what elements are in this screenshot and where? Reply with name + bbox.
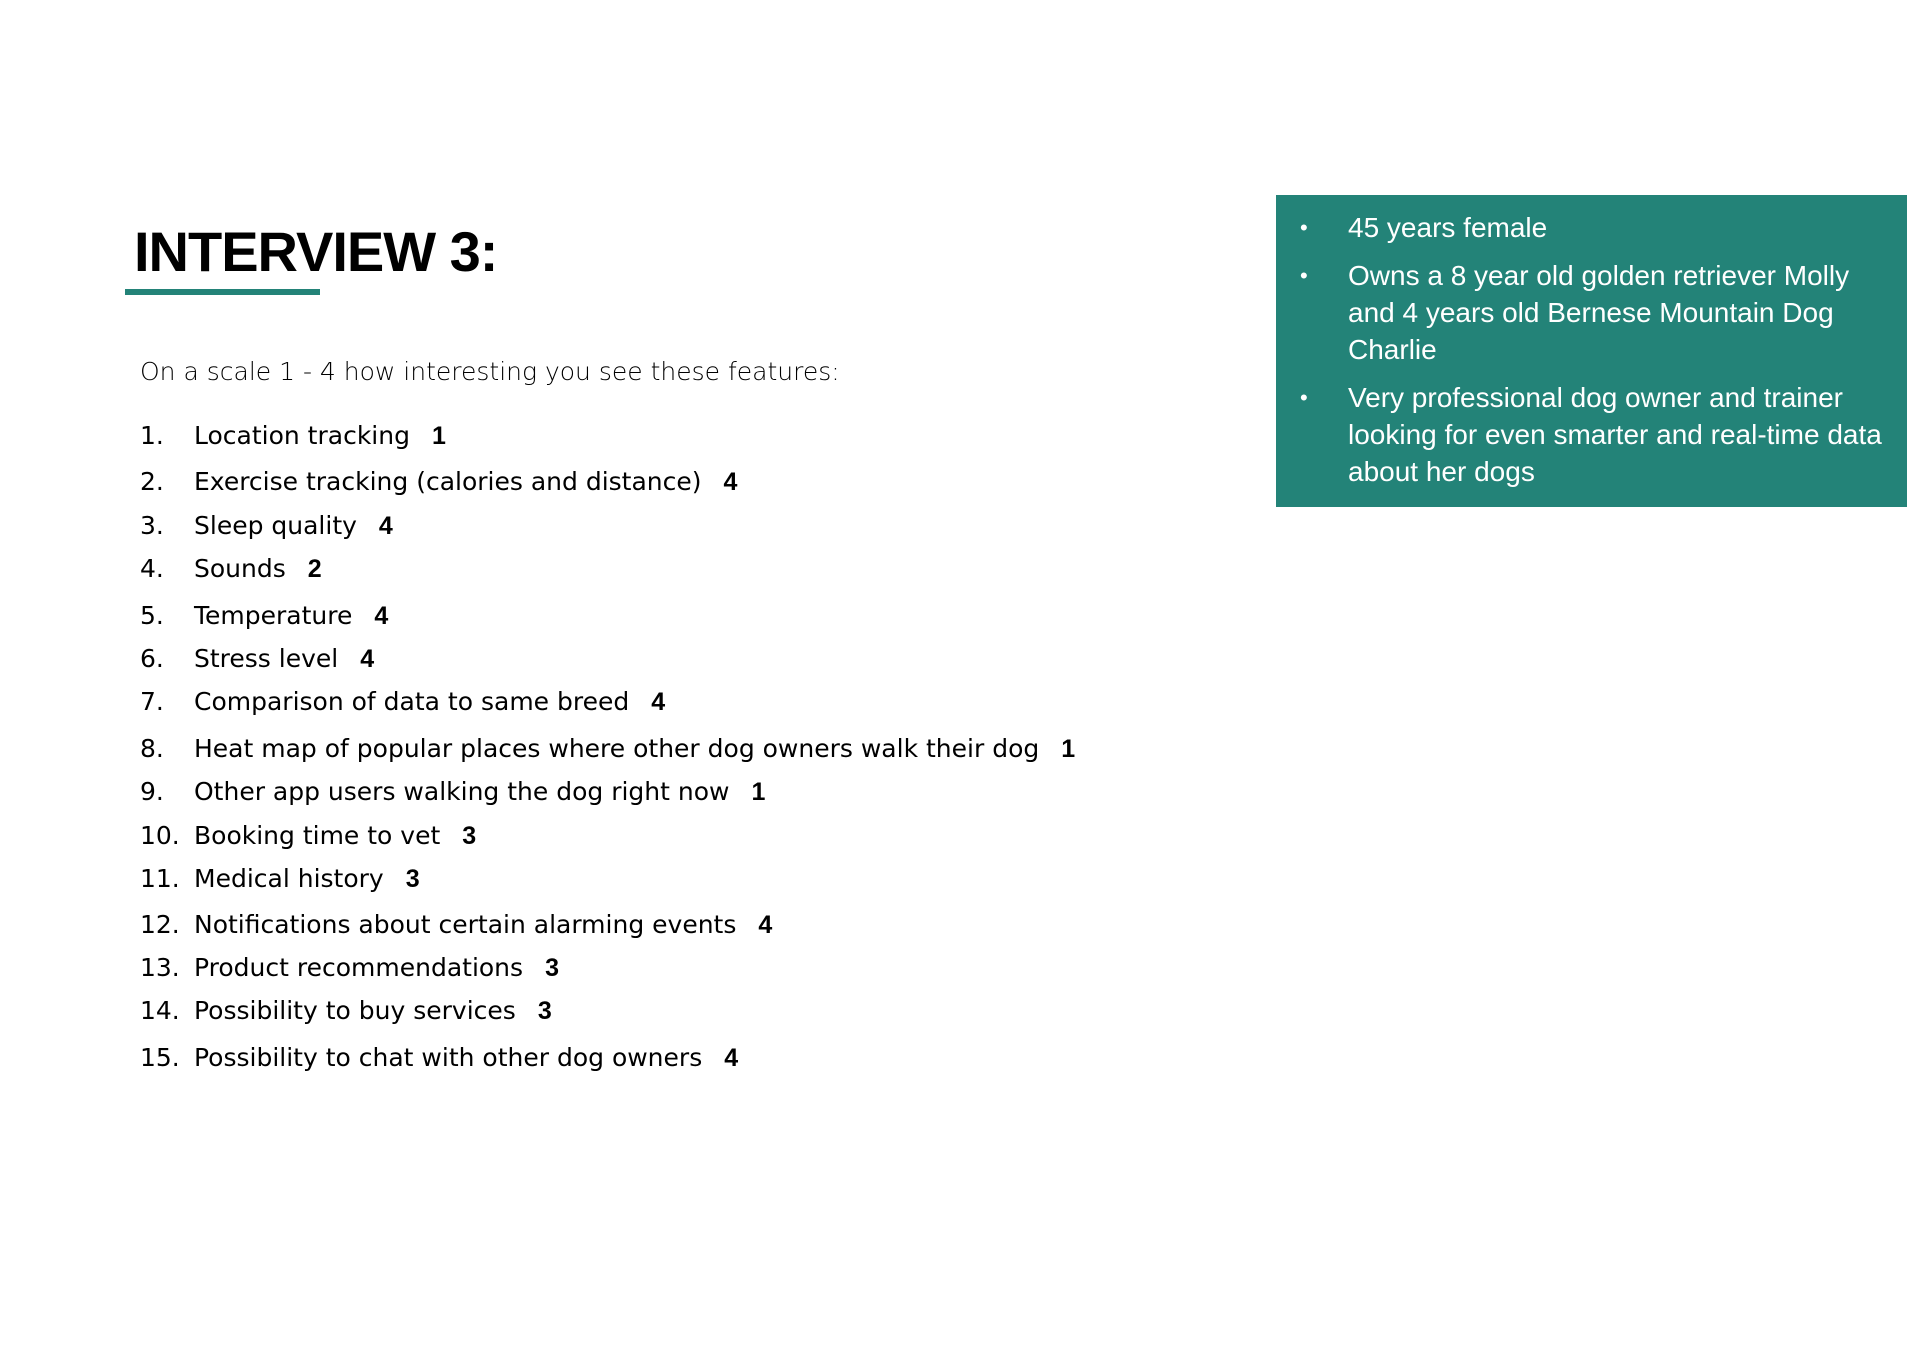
interviewee-profile-box	[1276, 195, 1907, 507]
item-score: 4	[651, 688, 666, 716]
item-number: 15.	[140, 1043, 180, 1072]
item-label: Exercise tracking (calories and distance)	[194, 467, 702, 496]
item-score: 4	[378, 512, 393, 540]
item-number: 6.	[140, 644, 164, 673]
item-label: Other app users walking the dog right now	[194, 777, 730, 806]
item-score: 3	[545, 954, 559, 982]
item-label: Temperature	[194, 601, 353, 630]
item-label: Possibility to buy services	[194, 996, 516, 1025]
item-label: Stress level	[194, 644, 339, 673]
item-score: 4	[758, 911, 773, 939]
title-underline	[125, 289, 320, 295]
profile-item	[1290, 379, 1887, 490]
list-item	[140, 506, 393, 546]
item-number: 9.	[140, 777, 164, 806]
item-score: 1	[431, 422, 446, 450]
item-number: 1.	[140, 421, 164, 450]
profile-item-text: Owns a 8 year old golden retriever Molly and 4 years old Bernese Mountain Dog Charlie	[1348, 260, 1850, 365]
item-label: Notifications about certain alarming events	[194, 910, 737, 939]
item-number: 11.	[140, 864, 180, 893]
item-score: 2	[307, 555, 322, 583]
item-score: 4	[360, 645, 375, 673]
list-item	[140, 682, 665, 722]
item-number: 14.	[140, 996, 180, 1025]
intro-text: On a scale 1 - 4 how interesting you see these features:	[140, 357, 840, 386]
profile-item	[1290, 209, 1887, 246]
list-item	[140, 596, 388, 636]
list-item	[140, 416, 446, 456]
item-score: 4	[724, 1044, 739, 1072]
bullet-icon: •	[1300, 385, 1308, 410]
item-number: 10.	[140, 821, 180, 850]
item-label: Comparison of data to same breed	[194, 687, 630, 716]
list-item	[140, 549, 322, 589]
profile-list	[1290, 209, 1887, 490]
list-item	[140, 729, 1075, 769]
profile-item-text: Very professional dog owner and trainer looking for even smarter and real-time data about her dogs	[1348, 382, 1882, 487]
list-item	[140, 859, 420, 899]
item-score: 1	[751, 778, 766, 806]
item-score: 3	[462, 822, 477, 850]
list-item	[140, 816, 476, 856]
item-number: 8.	[140, 734, 164, 763]
item-label: Heat map of popular places where other dog owners walk their dog	[194, 734, 1040, 763]
item-number: 7.	[140, 687, 164, 716]
item-number: 12.	[140, 910, 180, 939]
item-label: Medical history	[194, 864, 384, 893]
bullet-icon: •	[1300, 215, 1308, 240]
item-label: Sleep quality	[194, 511, 357, 540]
list-item	[140, 1038, 738, 1078]
item-score: 4	[374, 602, 389, 630]
item-label: Location tracking	[194, 421, 410, 450]
item-score: 3	[537, 997, 552, 1025]
item-number: 13.	[140, 953, 180, 982]
profile-item	[1290, 257, 1887, 368]
item-score: 4	[723, 468, 738, 496]
bullet-icon: •	[1300, 263, 1308, 288]
item-label: Sounds	[194, 554, 286, 583]
profile-item-text: 45 years female	[1348, 212, 1548, 243]
item-score: 1	[1061, 735, 1076, 763]
item-label: Booking time to vet	[194, 821, 441, 850]
list-item	[140, 905, 772, 945]
item-number: 2.	[140, 467, 164, 496]
list-item	[140, 991, 552, 1031]
list-item	[140, 639, 374, 679]
item-label: Product recommendations	[194, 953, 524, 982]
item-number: 5.	[140, 601, 164, 630]
item-score: 3	[405, 865, 420, 893]
list-item	[140, 772, 765, 812]
list-item	[140, 948, 559, 988]
item-number: 3.	[140, 511, 164, 540]
list-item	[140, 462, 737, 502]
item-number: 4.	[140, 554, 164, 583]
item-label: Possibility to chat with other dog owners	[194, 1043, 703, 1072]
page-title: INTERVIEW 3:	[134, 220, 498, 283]
